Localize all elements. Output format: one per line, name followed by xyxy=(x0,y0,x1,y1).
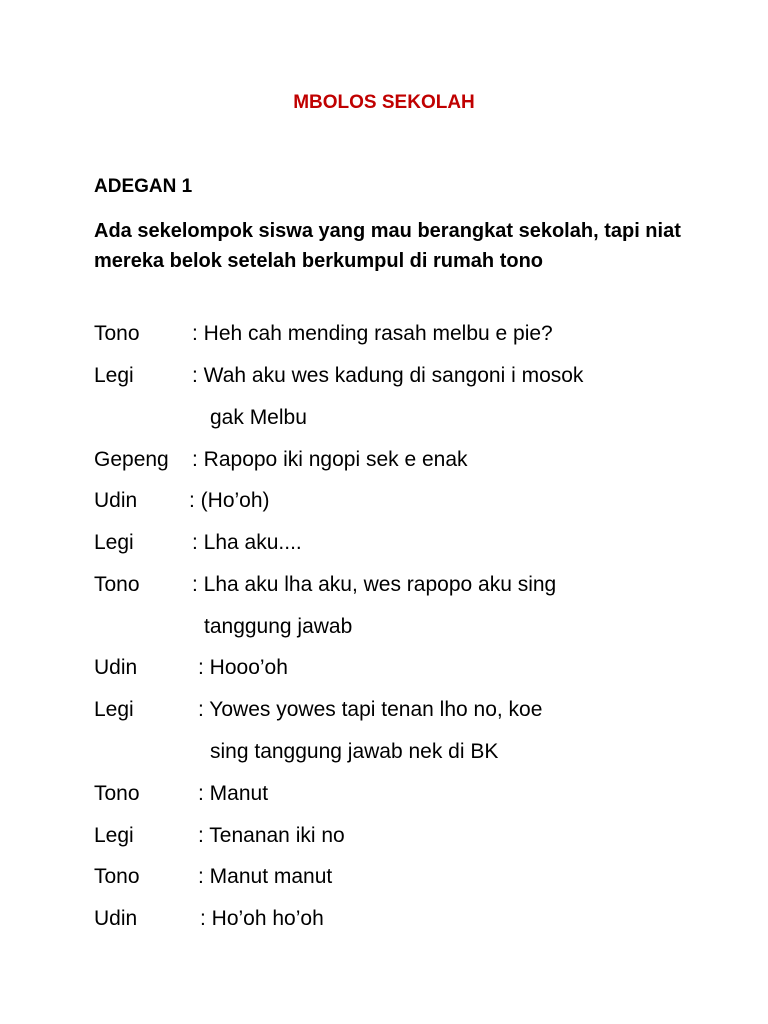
speaker-name: Legi xyxy=(94,364,134,387)
dialogue-text: : Lha aku lha aku, wes rapopo aku sing xyxy=(192,573,557,596)
dialogue-text: : Yowes yowes tapi tenan lho no, koe xyxy=(198,698,543,721)
speaker-name: Tono xyxy=(94,782,140,805)
dialogue-line xyxy=(94,531,302,555)
dialogue-text: : Tenanan iki no xyxy=(198,824,345,847)
dialogue-line xyxy=(94,907,324,931)
dialogue-text: : (Ho’oh) xyxy=(189,489,270,512)
dialogue-line xyxy=(94,865,333,889)
speaker-name: Legi xyxy=(94,698,134,721)
dialogue-text: : Manut xyxy=(198,782,269,805)
speaker-name: Tono xyxy=(94,322,140,345)
dialogue-text: : Manut manut xyxy=(198,865,333,888)
scene-heading: ADEGAN 1 xyxy=(94,176,193,197)
speaker-name: Legi xyxy=(94,824,134,847)
dialogue-text: : Rapopo iki ngopi sek e enak xyxy=(192,448,468,471)
dialogue-line xyxy=(94,824,345,848)
speaker-name: Legi xyxy=(94,531,134,554)
dialogue-line xyxy=(94,448,468,472)
dialogue-text: : Hooo’oh xyxy=(198,656,288,679)
dialogue-text: : Lha aku.... xyxy=(192,531,302,554)
dialogue-line xyxy=(94,364,584,388)
speaker-name: Udin xyxy=(94,656,138,679)
dialogue-text: : Wah aku wes kadung di sangoni i mosok xyxy=(192,364,584,387)
dialogue-text: : Ho’oh ho’oh xyxy=(200,907,324,930)
dialogue-text-continuation: sing tanggung jawab nek di BK xyxy=(210,740,499,763)
dialogue-text-continuation: tanggung jawab xyxy=(204,615,353,638)
speaker-name: Tono xyxy=(94,573,140,596)
speaker-name: Udin xyxy=(94,907,138,930)
dialogue-line xyxy=(94,698,543,722)
scene-description: Ada sekelompok siswa yang mau berangkat sekolah, tapi niat mereka belok setelah berkumpul di rumah tono xyxy=(94,220,681,272)
dialogue-text-continuation: gak Melbu xyxy=(210,406,307,429)
dialogue-line xyxy=(94,782,269,806)
dialogue-line xyxy=(94,656,288,680)
dialogue-text: : Heh cah mending rasah melbu e pie? xyxy=(192,322,553,345)
speaker-name: Tono xyxy=(94,865,140,888)
document-title: MBOLOS SEKOLAH xyxy=(293,92,475,113)
dialogue-line xyxy=(94,573,557,597)
dialogue-line xyxy=(94,322,553,346)
speaker-name: Udin xyxy=(94,489,138,512)
speaker-name: Gepeng xyxy=(94,448,169,471)
dialogue-line xyxy=(94,489,270,513)
